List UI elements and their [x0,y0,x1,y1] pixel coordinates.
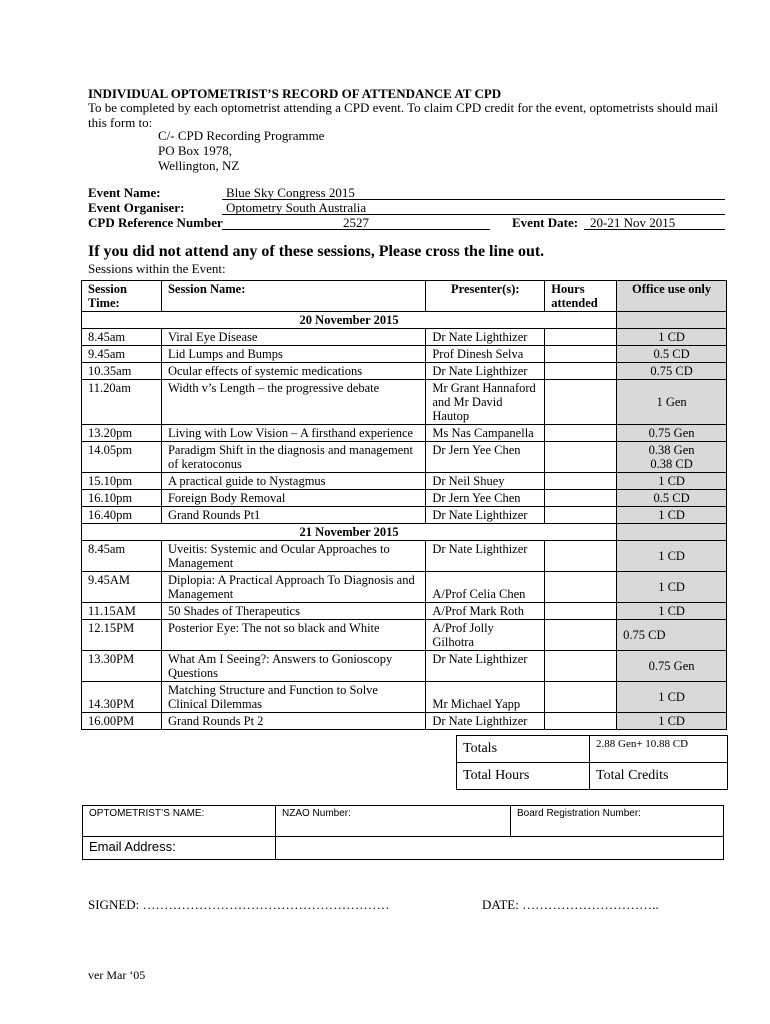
session-time: 8.45am [82,329,162,346]
session-presenter: Dr Neil Shuey [426,473,545,490]
office-cell [617,524,727,541]
optometrist-name-field[interactable] [83,806,276,837]
session-time: 13.30PM [82,651,162,682]
sessions-table [81,280,727,730]
session-presenter: Dr Nate Lighthizer [426,541,545,572]
office-use-cell: 0.5 CD [617,346,727,363]
cpd-reference-label: CPD Reference Number [88,215,223,230]
session-name: What Am I Seeing?: Answers to Gonioscopy Questions [161,651,425,682]
table-row [82,425,727,442]
nzao-number-label: NZAO Number: [282,808,351,819]
event-organiser-field[interactable] [222,200,725,215]
form-title: INDIVIDUAL OPTOMETRIST’S RECORD OF ATTENDANCE AT CPD [88,86,502,101]
office-use-cell: 1 CD [617,682,727,713]
table-row [82,380,727,425]
session-name: Grand Rounds Pt 2 [161,713,425,730]
session-time: 16.40pm [82,507,162,524]
session-presenter: Dr Nate Lighthizer [426,329,545,346]
hours-attended-cell[interactable] [545,682,617,713]
day-heading-row [82,312,727,329]
session-time: 11.20am [82,380,162,425]
header-presenter: Presenter(s): [426,281,545,312]
session-time: 12.15PM [82,620,162,651]
address-line: PO Box 1978, [158,143,233,158]
table-row [82,442,727,473]
header-hours-attended: Hours attended [545,281,617,312]
event-name-field[interactable] [222,185,725,200]
nzao-number-field[interactable] [276,806,511,837]
table-row [82,541,727,572]
office-use-cell: 0.75 CD [617,620,727,651]
session-presenter: Dr Nate Lighthizer [426,363,545,380]
session-time: 15.10pm [82,473,162,490]
version-note: ver Mar ‘05 [88,968,146,982]
session-time: 14.05pm [82,442,162,473]
session-time: 9.45AM [82,572,162,603]
hours-attended-cell[interactable] [545,442,617,473]
hours-attended-cell[interactable] [545,651,617,682]
date-line[interactable]: DATE: ………………………….. [482,897,659,912]
header-office-use: Office use only [617,281,727,312]
session-time: 16.10pm [82,490,162,507]
session-name: Matching Structure and Function to Solve Clinical Dilemmas [161,682,425,713]
office-cell [617,312,727,329]
hours-attended-cell[interactable] [545,490,617,507]
hours-attended-cell[interactable] [545,507,617,524]
table-row [82,329,727,346]
cpd-reference-field[interactable] [222,215,490,230]
hours-attended-cell[interactable] [545,380,617,425]
email-field[interactable] [276,837,724,860]
header-session-time: Session Time: [82,281,162,312]
table-row [82,713,727,730]
session-presenter: Dr Jern Yee Chen [426,490,545,507]
event-date-label: Event Date: [512,215,579,230]
office-use-cell: 1 CD [617,541,727,572]
table-header-row [82,281,727,312]
hours-attended-cell[interactable] [545,363,617,380]
session-presenter: Prof Dinesh Selva [426,346,545,363]
mail-address [158,128,324,173]
session-time: 10.35am [82,363,162,380]
session-name: Foreign Body Removal [161,490,425,507]
registration-table [82,805,724,860]
session-presenter: A/Prof Celia Chen [426,572,545,603]
session-name: Width v’s Length – the progressive debate [161,380,425,425]
office-use-cell: 0.5 CD [617,490,727,507]
session-presenter: A/Prof Jolly Gilhotra [426,620,545,651]
office-use-cell: 0.38 Gen 0.38 CD [617,442,727,473]
signature-line[interactable]: SIGNED: ………………………………………………… [88,897,390,912]
session-presenter: Mr Michael Yapp [426,682,545,713]
session-presenter: Dr Nate Lighthizer [426,651,545,682]
table-row [82,346,727,363]
address-line: C/- CPD Recording Programme [158,128,325,143]
table-row [82,620,727,651]
hours-attended-cell[interactable] [545,329,617,346]
table-row [82,682,727,713]
event-name-label: Event Name: [88,185,161,200]
table-row [82,572,727,603]
session-name: Grand Rounds Pt1 [161,507,425,524]
session-time: 13.20pm [82,425,162,442]
table-row [82,651,727,682]
session-presenter: Mr Grant Hannaford and Mr David Hautop [426,380,545,425]
day-heading: 20 November 2015 [82,312,617,329]
totals-value: 2.88 Gen+ 10.88 CD [590,736,728,763]
session-name: Uveitis: Systemic and Ocular Approaches to Management [161,541,425,572]
session-presenter: A/Prof Mark Roth [426,603,545,620]
session-presenter: Dr Nate Lighthizer [426,713,545,730]
cpd-reference-value: 2527 [343,215,369,230]
header-session-name: Session Name: [161,281,425,312]
session-time: 8.45am [82,541,162,572]
table-row [82,603,727,620]
session-name: Posterior Eye: The not so black and White [161,620,425,651]
session-time: 11.15AM [82,603,162,620]
office-use-cell: 0.75 CD [617,363,727,380]
hours-attended-cell[interactable] [545,603,617,620]
session-time: 16.00PM [82,713,162,730]
optometrist-name-label: OPTOMETRIST’S NAME: [89,808,205,819]
intro-text: To be completed by each optometrist attending a CPD event. To claim CPD credit for the event, optometrists should mail this form to: [88,100,719,130]
board-registration-label: Board Registration Number: [517,808,641,819]
totals-table [456,735,728,790]
session-time: 14.30PM [82,682,162,713]
session-name: A practical guide to Nystagmus [161,473,425,490]
address-line: Wellington, NZ [158,158,240,173]
hours-attended-cell[interactable] [545,620,617,651]
board-registration-field[interactable] [511,806,724,837]
hours-attended-cell[interactable] [545,473,617,490]
session-name: Living with Low Vision – A firsthand experience [161,425,425,442]
registration-row [83,806,724,837]
office-use-cell: 1 CD [617,473,727,490]
session-name: Diplopia: A Practical Approach To Diagnosis and Management [161,572,425,603]
hours-attended-cell[interactable] [545,713,617,730]
event-organiser-value: Optometry South Australia [226,200,367,215]
table-row [82,363,727,380]
event-date-value: 20-21 Nov 2015 [590,215,676,230]
hours-attended-cell[interactable] [545,346,617,363]
total-credits-label: Total Credits [590,763,728,790]
session-name: Viral Eye Disease [161,329,425,346]
sessions-subheading: Sessions within the Event: [88,261,226,276]
hours-attended-cell[interactable] [545,425,617,442]
office-use-cell: 1 CD [617,603,727,620]
totals-row [457,763,728,790]
total-hours-label: Total Hours [457,763,590,790]
office-use-cell: 0.75 Gen [617,651,727,682]
office-use-cell: 1 CD [617,572,727,603]
event-organiser-label: Event Organiser: [88,200,185,215]
event-date-field[interactable] [584,215,725,230]
session-name: 50 Shades of Therapeutics [161,603,425,620]
day1-sessions [82,329,727,524]
office-use-cell: 1 CD [617,507,727,524]
hours-attended-cell[interactable] [545,541,617,572]
session-name: Paradigm Shift in the diagnosis and management of keratoconus [161,442,425,473]
session-presenter: Dr Nate Lighthizer [426,507,545,524]
hours-attended-cell[interactable] [545,572,617,603]
totals-label: Totals [457,736,590,763]
session-time: 9.45am [82,346,162,363]
email-label: Email Address: [83,837,276,860]
day2-sessions [82,541,727,730]
day-heading-row [82,524,727,541]
office-use-cell: 0.75 Gen [617,425,727,442]
table-row [82,507,727,524]
office-use-cell: 1 Gen [617,380,727,425]
session-name: Ocular effects of systemic medications [161,363,425,380]
day-heading: 21 November 2015 [82,524,617,541]
table-row [82,473,727,490]
event-name-value: Blue Sky Congress 2015 [226,185,355,200]
totals-row [457,736,728,763]
office-use-cell: 1 CD [617,713,727,730]
session-presenter: Dr Jern Yee Chen [426,442,545,473]
registration-row [83,837,724,860]
table-row [82,490,727,507]
cross-out-instruction: If you did not attend any of these sessions, Please cross the line out. [88,243,545,260]
session-presenter: Ms Nas Campanella [426,425,545,442]
office-use-cell: 1 CD [617,329,727,346]
session-name: Lid Lumps and Bumps [161,346,425,363]
